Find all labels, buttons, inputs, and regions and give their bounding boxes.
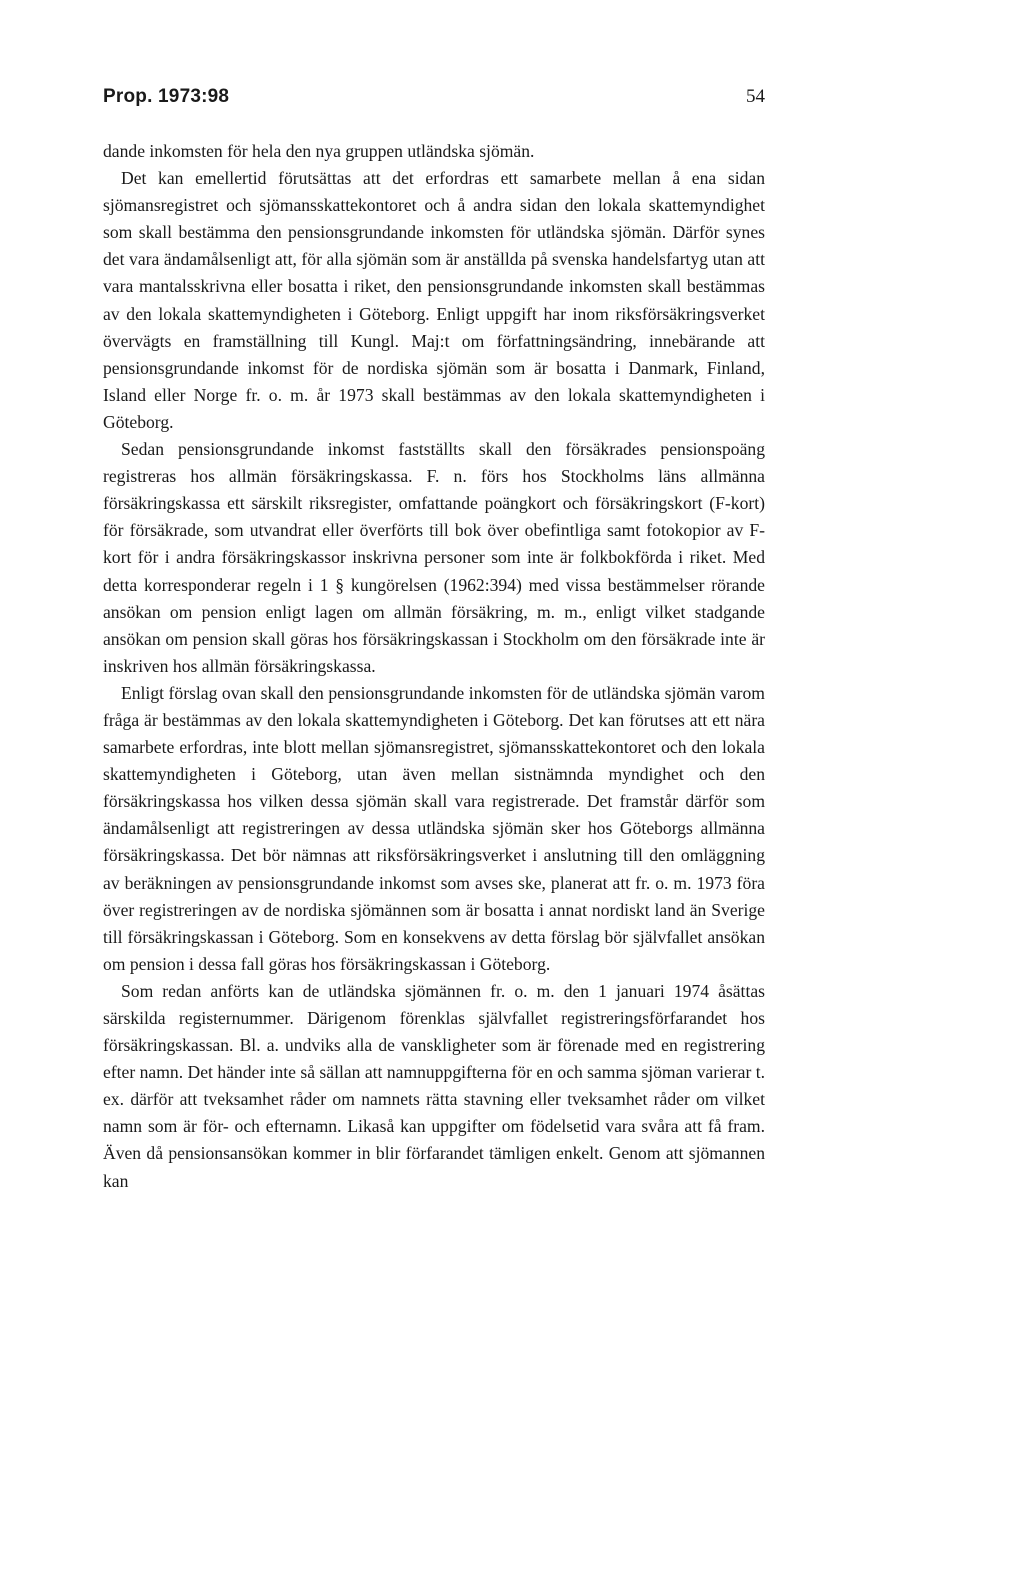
paragraph: Sedan pensionsgrundande inkomst fastställts skall den försäkrades pensionspoäng registreras hos allmän försäkringskassa. F. n. förs hos Stockholms läns allmänna försäkringskassa ett särskilt riksregister, omfattande poängkort och försäkringskort (F-kort) för försäkrade, som utvandrat eller överförts till bok över obefintliga samt fotokopior av F-kort för i andra försäkringskassor inskrivna personer som inte är folkbokförda i riket. Med detta korresponderar regeln i 1 § kungörelsen (1962:394) med vissa bestämmelser rörande ansökan om pension enligt lagen om allmän försäkring, m. m., enligt vilket stadgande ansökan om pension skall göras hos försäkringskassan i Stockholm om den försäkrade inte är inskriven hos allmän försäkringskassa.: [103, 439, 765, 676]
page-header: [103, 86, 765, 112]
paragraph: Enligt förslag ovan skall den pensionsgrundande inkomsten för de utländska sjömän varom fråga är bestämmas av den lokala skattemyndigheten i Göteborg. Det kan förutses att ett nära samarbete erfordras, inte blott mellan sjömansregistret, sjömansskattekontoret och den lokala skattemyndigheten i Göteborg, utan även mellan sistnämnda myndighet och den försäkringskassa hos vilken dessa sjömän skall vara registrerade. Det framstår därför som ändamålsenligt att registreringen av dessa utländska sjömän sker hos Göteborgs allmänna försäkringskassa. Det bör nämnas att riksförsäkringsverket i anslutning till den omläggning av beräkningen av pensionsgrundande inkomst som avses ske, planerat att fr. o. m. 1973 föra över registreringen av de nordiska sjömännen som är bosatta i annat nordiskt land än Sverige till försäkringskassan i Göteborg. Som en konsekvens av detta förslag bör självfallet ansökan om pension i dessa fall göras hos försäkringskassan i Göteborg.: [103, 682, 765, 974]
paragraph: Som redan anförts kan de utländska sjömännen fr. o. m. den 1 januari 1974 åsättas särskilda registernummer. Därigenom förenklas självfallet registreringsförfarandet hos försäkringskassan. Bl. a. undviks alla de vanskligheter som är förenade med en registrering efter namn. Det händer inte så sällan att namnuppgifterna för en och samma sjöman varierar t. ex. därför att tveksamhet råder om namnets rätta stavning eller tveksamhet råder om vilket namn som är för- och efternamn. Likaså kan uppgifter om födelsetid vara svåra att få fram. Även då pensionsansökan kommer in blir förfarandet tämligen enkelt. Genom att sjömannen kan: [103, 980, 765, 1191]
document-reference: Prop. 1973:98: [103, 86, 230, 107]
body-text: [103, 138, 765, 1195]
page-number: 54: [746, 86, 765, 107]
paragraph: Det kan emellertid förutsättas att det erfordras ett samarbete mellan å ena sidan sjömansregistret och sjömansskattekontoret och å andra sidan den lokala skattemyndighet som skall bestämma den pensionsgrundande inkomsten för utländska sjömän. Därför synes det vara ändamålsenligt att, för alla sjömän som är anställda på svenska handelsfartyg utan att vara mantalsskrivna eller bosatta i riket, den pensionsgrundande inkomsten skall bestämmas av den lokala skattemyndigheten i Göteborg. Enligt uppgift har inom riksförsäkringsverket övervägts en framställning till Kungl. Maj:t om författningsändring, innebärande att pensionsgrundande inkomst för de nordiska sjömän som är bosatta i Danmark, Finland, Island eller Norge fr. o. m. år 1973 skall bestämmas av den lokala skattemyndigheten i Göteborg.: [103, 168, 765, 432]
paragraph: dande inkomsten för hela den nya gruppen utländska sjömän.: [103, 141, 535, 161]
